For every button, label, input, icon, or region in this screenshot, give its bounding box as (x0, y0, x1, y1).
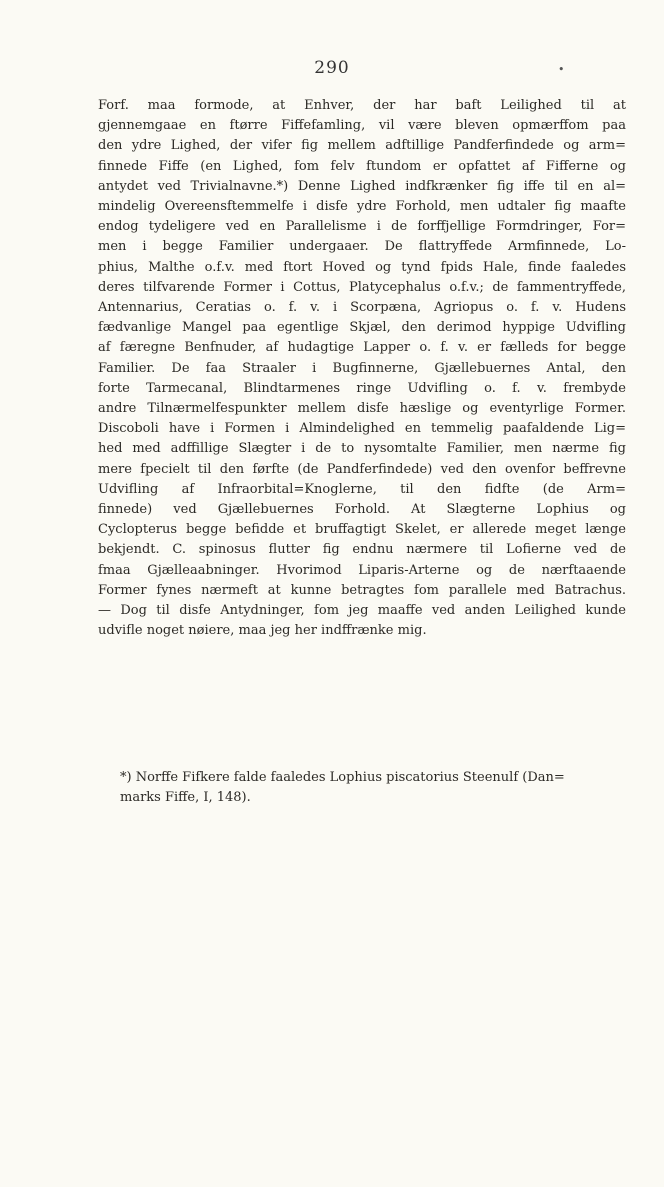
text-line: forte Tarmecanal, Blindtarmenes ringe Udvifling o. f. v. frembyde (98, 380, 626, 396)
text-line: Antennarius, Ceratias o. f. v. i Scorpæna, Agriopus o. f. v. Hudens (98, 300, 626, 316)
text-line: Discoboli have i Formen i Almindelighed en temmelig paafaldende Lig= (98, 421, 626, 437)
text-line: finnede) ved Gjællebuernes Forhold. At Slægterne Lophius og (98, 502, 626, 518)
text-line: deres tilfvarende Former i Cottus, Platycephalus o.f.v.; de fammentryffede, (98, 279, 626, 295)
text-line: udvifle noget nøiere, maa jeg her indffrænke mig. (98, 623, 427, 639)
text-line: endog tydeligere ved en Parallelisme i de forffjellige Formdringer, For= (98, 219, 626, 235)
text-line: Former fynes nærmeft at kunne betragtes fom parallele med Batrachus. (98, 582, 626, 598)
corner-mark: • (558, 63, 565, 76)
footnote-line: *) Norffe Fifkere falde faaledes Lophius piscatorius Steenulf (Dan= (120, 770, 565, 785)
text-line: andre Tilnærmelfespunkter mellem disfe hæslige og eventyrlige Former. (98, 401, 626, 417)
text-line: gjennemgaae en ftørre Fiffefamling, vil være bleven opmærffom paa (98, 118, 626, 134)
text-line: den ydre Lighed, der vifer fig mellem adftillige Pandferfindede og arm= (98, 138, 626, 154)
text-line: phius, Malthe o.f.v. med ftort Hoved og tynd fpids Hale, finde faaledes (98, 259, 626, 275)
text-line: mere fpecielt til den førfte (de Pandferfindede) ved den ovenfor beffrevne (98, 461, 626, 477)
text-line: Udvifling af Infraorbital=Knoglerne, til den fidfte (de Arm= (98, 481, 626, 497)
footnote-line: marks Fiffe, I, 148). (120, 790, 251, 805)
page-number: 290 (314, 58, 350, 78)
footnote (120, 768, 620, 808)
text-line: fædvanlige Mangel paa egentlige Skjæl, den derimod hyppige Udvifling (98, 320, 626, 336)
text-line: af færegne Benfnuder, af hudagtige Lapper o. f. v. er fælleds for begge (98, 340, 626, 356)
text-line: mindelig Overeensftemmelfe i disfe ydre Forhold, men udtaler fig maafte (98, 199, 626, 215)
text-line: fmaa Gjælleaabninger. Hvorimod Liparis-Arterne og de nærftaaende (98, 562, 626, 578)
text-line: Familier. De faa Straaler i Bugfinnerne, Gjællebuernes Antal, den (98, 360, 626, 376)
text-line: men i begge Familier undergaaer. De flattryffede Armfinnede, Lo- (98, 239, 626, 255)
text-line: antydet ved Trivialnavne.*) Denne Lighed indfkrænker fig iffe til en al= (98, 178, 626, 194)
text-line: bekjendt. C. spinosus flutter fig endnu nærmere til Lofierne ved de (98, 542, 626, 558)
text-line: Forf. maa formode, at Enhver, der har baft Leilighed til at (98, 98, 626, 113)
text-line: Cyclopterus begge befidde et bruffagtigt Skelet, er allerede meget længe (98, 522, 626, 538)
text-line: hed med adffillige Slægter i de to nysomtalte Familier, men nærme fig (98, 441, 626, 457)
text-line: finnede Fiffe (en Lighed, fom felv ftundom er opfattet af Fifferne og (98, 158, 626, 174)
body-text (98, 96, 626, 641)
text-line: — Dog til disfe Antydninger, fom jeg maaffe ved anden Leilighed kunde (98, 603, 626, 619)
